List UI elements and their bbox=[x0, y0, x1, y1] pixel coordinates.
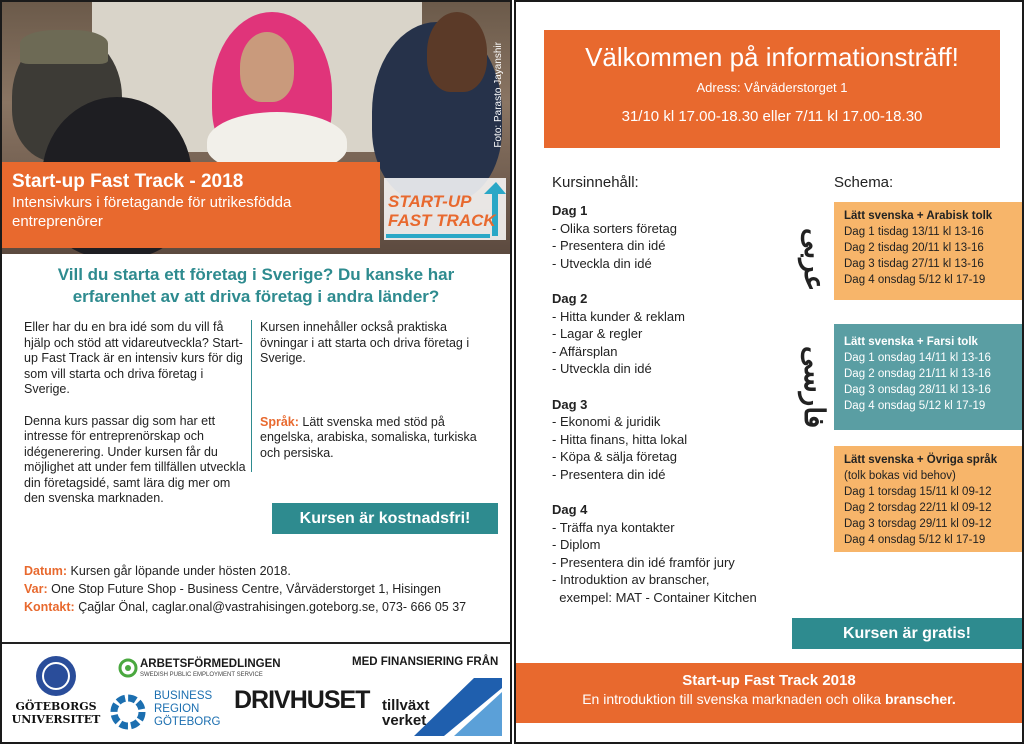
day-item: exempel: MAT - Container Kitchen bbox=[552, 589, 757, 605]
flyer-title: Start-up Fast Track - 2018 bbox=[12, 171, 244, 192]
banner-dates: 31/10 kl 17.00-18.30 eller 7/11 kl 17.00-18.30 bbox=[621, 108, 923, 125]
info-block bbox=[24, 562, 504, 616]
drivhuset-logo: DRIVHUSET bbox=[234, 686, 370, 714]
day-title: Dag 2 bbox=[552, 291, 588, 306]
intro-paragraph-1: Eller har du en bra idé som du vill få hjälp och stöd att vidareutveckla? Start-up Fast Track är en intensiv kurs för dig som vill starta och driva företag i Sverige. bbox=[24, 320, 243, 396]
title-box bbox=[2, 162, 380, 248]
farsi-script-label: فارسی bbox=[798, 346, 831, 429]
brg-line-3: GÖTEBORG bbox=[154, 716, 221, 728]
logo-line-2: FAST TRACK bbox=[388, 211, 496, 230]
photo-cap bbox=[20, 30, 108, 64]
day-item: - Presentera din idé framför jury bbox=[552, 554, 735, 570]
startup-fast-track-logo bbox=[384, 178, 506, 240]
banner-title: Välkommen på informationsträff! bbox=[585, 42, 959, 72]
day-item: - Presentera din idé bbox=[552, 466, 666, 482]
schedule-line: Dag 2 tisdag 20/11 kl 13-16 bbox=[844, 242, 984, 254]
gu-line-1: GÖTEBORGS bbox=[15, 700, 97, 713]
schedule-note: (tolk bokas vid behov) bbox=[844, 470, 956, 482]
intro-paragraph-3: Kursen innehåller också praktiska övningar i att starta och driva företag i Sverige. bbox=[260, 320, 470, 365]
flyer-subtitle: Intensivkurs i företagande för utrikesfödda entreprenörer bbox=[12, 194, 292, 230]
headline: Vill du starta ett företag i Sverige? Du kanske har erfarenhet av att driva företag i andra länder? bbox=[57, 265, 455, 306]
gu-seal-icon bbox=[36, 656, 76, 696]
bottom-title: Start-up Fast Track 2018 bbox=[682, 672, 856, 689]
day-item: - Olika sorters företag bbox=[552, 220, 677, 236]
schedule-line: Dag 1 onsdag 14/11 kl 13-16 bbox=[844, 352, 991, 364]
intro-column-1 bbox=[24, 320, 252, 507]
day-title: Dag 4 bbox=[552, 502, 588, 517]
schedule-line: Dag 2 onsdag 21/11 kl 13-16 bbox=[844, 368, 991, 380]
var-label: Var: bbox=[24, 582, 48, 596]
schedule-line: Dag 3 onsdag 28/11 kl 13-16 bbox=[844, 384, 991, 396]
tillvaxtverket-logo-text bbox=[382, 698, 430, 728]
arabic-script-label: عربی bbox=[798, 228, 831, 292]
schedule-heading-arabic: Lätt svenska + Arabisk tolk bbox=[844, 210, 993, 222]
brg-logo-icon bbox=[110, 694, 146, 730]
schedule-line: Dag 1 torsdag 15/11 kl 09-12 bbox=[844, 486, 992, 498]
day-item: - Träffa nya kontakter bbox=[552, 519, 675, 535]
day-item: - Lagar & regler bbox=[552, 326, 643, 341]
column-divider bbox=[251, 320, 252, 472]
free-course-badge: Kursen är kostnadsfri! bbox=[272, 503, 498, 534]
logo-line-1: START-UP bbox=[388, 192, 472, 211]
datum-line bbox=[24, 562, 504, 580]
schedule-line: Dag 3 tisdag 27/11 kl 13-16 bbox=[844, 258, 984, 270]
footer-separator bbox=[2, 642, 510, 644]
af-logo-sub: SWEDISH PUBLIC EMPLOYMENT SERVICE bbox=[140, 672, 263, 678]
day-item: - Hitta finans, hitta lokal bbox=[552, 431, 688, 447]
var-line bbox=[24, 580, 504, 598]
bottom-tagline-bold: branscher. bbox=[884, 691, 956, 707]
schedule-heading: Schema: bbox=[834, 174, 894, 191]
language-label: Språk: bbox=[260, 414, 299, 429]
kontakt-label: Kontakt: bbox=[24, 600, 75, 614]
funding-label: MED FINANSIERING FRÅN bbox=[352, 656, 499, 668]
schedule-heading-other: Lätt svenska + Övriga språk bbox=[844, 454, 998, 466]
day-item: - Diplom bbox=[552, 537, 601, 552]
flyer-right-page bbox=[514, 0, 1024, 744]
tv-line-1: tillväxt bbox=[382, 697, 430, 714]
brg-logo-text bbox=[154, 690, 220, 729]
banner-address: Adress: Vårväderstorget 1 bbox=[696, 80, 848, 95]
day-title: Dag 1 bbox=[552, 203, 588, 218]
bottom-banner bbox=[516, 663, 1022, 723]
intro-paragraph-2: Denna kurs passar dig som har ett intresse för entreprenörskap och idégenerering. Under kursen får du möjlighet att under fem tillfällen utveckla din företagsidé, samt lära dig mer om den svenska marknaden. bbox=[24, 413, 246, 505]
schedule-line: Dag 2 torsdag 22/11 kl 09-12 bbox=[844, 502, 992, 514]
schedule-box-farsi bbox=[834, 324, 1022, 430]
intro-column-2 bbox=[260, 320, 496, 461]
bottom-tagline bbox=[516, 690, 1022, 709]
day-item: - Ekonomi & juridik bbox=[552, 414, 661, 429]
schedule-line: Dag 3 torsdag 29/11 kl 09-12 bbox=[844, 518, 992, 530]
bottom-tagline-main: En introduktion till svenska marknaden och olika bbox=[582, 691, 885, 707]
day-item: - Utveckla din idé bbox=[552, 255, 652, 271]
af-logo-icon bbox=[118, 658, 138, 678]
day-item: - Presentera din idé bbox=[552, 238, 666, 253]
datum-label: Datum: bbox=[24, 564, 68, 578]
schedule-box-other bbox=[834, 446, 1022, 552]
course-content bbox=[552, 202, 822, 606]
af-logo-name: ARBETSFÖRMEDLINGEN bbox=[140, 658, 281, 670]
day-item: - Köpa & sälja företag bbox=[552, 449, 678, 464]
schedule-line: Dag 4 onsdag 5/12 kl 17-19 bbox=[844, 400, 986, 412]
schedule-line: Dag 4 onsdag 5/12 kl 17-19 bbox=[844, 534, 986, 546]
gu-logo-text bbox=[8, 700, 104, 726]
language-paragraph bbox=[260, 415, 496, 462]
datum-text: Kursen går löpande under hösten 2018. bbox=[70, 564, 291, 578]
info-meeting-banner bbox=[544, 30, 1000, 148]
kontakt-text: Çağlar Önal, caglar.onal@vastrahisingen.goteborg.se, 073- 666 05 37 bbox=[78, 600, 467, 614]
day-item: - Introduktion av branscher, bbox=[552, 572, 710, 587]
gu-line-2: UNIVERSITET bbox=[11, 713, 101, 726]
day-item: - Hitta kunder & reklam bbox=[552, 308, 685, 324]
kontakt-line bbox=[24, 598, 504, 616]
day-item: - Utveckla din idé bbox=[552, 361, 652, 376]
photo-face-center bbox=[240, 32, 294, 102]
schedule-line: Dag 1 tisdag 13/11 kl 13-16 bbox=[844, 226, 984, 238]
brg-line-2: REGION bbox=[154, 703, 200, 715]
gratis-badge: Kursen är gratis! bbox=[792, 618, 1022, 649]
day-title: Dag 3 bbox=[552, 396, 588, 412]
var-text: One Stop Future Shop - Business Centre, Vårväderstorget 1, Hisingen bbox=[51, 582, 441, 596]
course-heading: Kursinnehåll: bbox=[552, 174, 639, 191]
photo-credit: Foto: Parasto Jayanshir bbox=[493, 42, 504, 148]
language-text: Lätt svenska med stöd på engelska, arabiska, somaliska, turkiska och persiska. bbox=[260, 414, 477, 460]
day-item: - Affärsplan bbox=[552, 343, 618, 359]
schedule-box-arabic bbox=[834, 202, 1022, 300]
photo-face-right bbox=[427, 12, 487, 92]
schedule-heading-farsi: Lätt svenska + Farsi tolk bbox=[844, 336, 978, 348]
schedule-line: Dag 4 onsdag 5/12 kl 17-19 bbox=[844, 274, 986, 286]
brg-line-1: BUSINESS bbox=[154, 690, 213, 702]
tv-line-2: verket bbox=[382, 712, 427, 729]
